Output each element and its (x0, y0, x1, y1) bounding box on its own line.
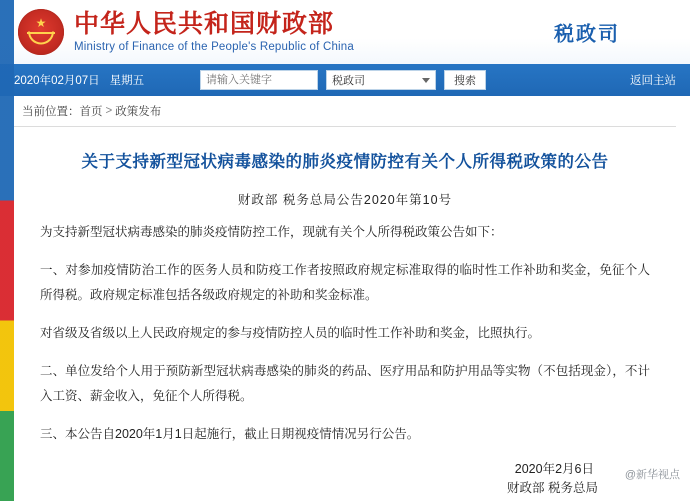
site-title-block (74, 11, 354, 54)
watermark-text: @新华视点 (624, 468, 680, 481)
document-body (0, 151, 690, 501)
breadcrumb-label: 当前位置： (22, 106, 80, 118)
national-emblem-icon (18, 9, 64, 55)
home-link[interactable]: 返回主站 (630, 75, 676, 87)
site-title-en: Ministry of Finance of the People's Republic of China (74, 41, 354, 54)
document-subtitle: 财政部 税务总局公告2020年第10号 (237, 193, 453, 208)
header-divider (14, 126, 676, 127)
breadcrumb-item-home[interactable]: 首页 (79, 106, 103, 118)
document-paragraph: 一、对参加疫情防治工作的医务人员和防疫工作者按照政府规定标准取得的临时性工作补助和奖金，免征个人所得税。政府规定标准包括各级政府规定的补助和奖金标准。 (40, 262, 650, 303)
nav-date-text: 2020年02月07日 (14, 75, 100, 87)
nav-weekday-text: 星期五 (109, 75, 145, 87)
search-button[interactable]: 搜索 (444, 70, 486, 90)
nav-date (14, 72, 144, 88)
document-paragraph: 对省级及省级以上人民政府规定的参与疫情防控人员的临时性工作补助和奖金，比照执行。 (40, 325, 541, 340)
nav-bar (0, 64, 690, 96)
document-title: 关于支持新型冠状病毒感染的肺炎疫情防控有关个人所得税政策的公告 (81, 153, 609, 171)
decorative-flag-strip (0, 0, 14, 501)
search-scope-select[interactable] (326, 70, 436, 90)
document-paragraph: 为支持新型冠状病毒感染的肺炎疫情防控工作，现就有关个人所得税政策公告如下： (40, 225, 503, 240)
document-signature: 财政部 税务总局 (507, 481, 598, 496)
site-title-cn: 中华人民共和国财政部 (74, 9, 335, 38)
department-title: 税政司 (554, 23, 620, 46)
emblem-gear (28, 31, 54, 44)
document-paragraph: 二、单位发给个人用于预防新型冠状病毒感染的肺炎的药品、医疗用品和防护用品等实物（不包括现金），不计入工资、薪金收入，免征个人所得税。 (40, 363, 650, 404)
chevron-down-icon (422, 78, 430, 83)
search-input[interactable] (200, 70, 318, 90)
breadcrumb-item-policy[interactable]: 政策发布 (115, 106, 162, 118)
breadcrumb (0, 96, 690, 126)
search-area (200, 70, 486, 90)
watermark (625, 468, 680, 483)
search-scope-value: 税政司 (332, 75, 365, 87)
site-header (0, 0, 690, 64)
document-paragraph: 三、本公告自2020年1月1日起施行，截止日期视疫情情况另行公告。 (40, 426, 420, 441)
star-glyph: ★ (35, 15, 47, 30)
document-date-stamp: 2020年2月6日 (514, 462, 594, 476)
breadcrumb-separator: > (105, 105, 113, 117)
